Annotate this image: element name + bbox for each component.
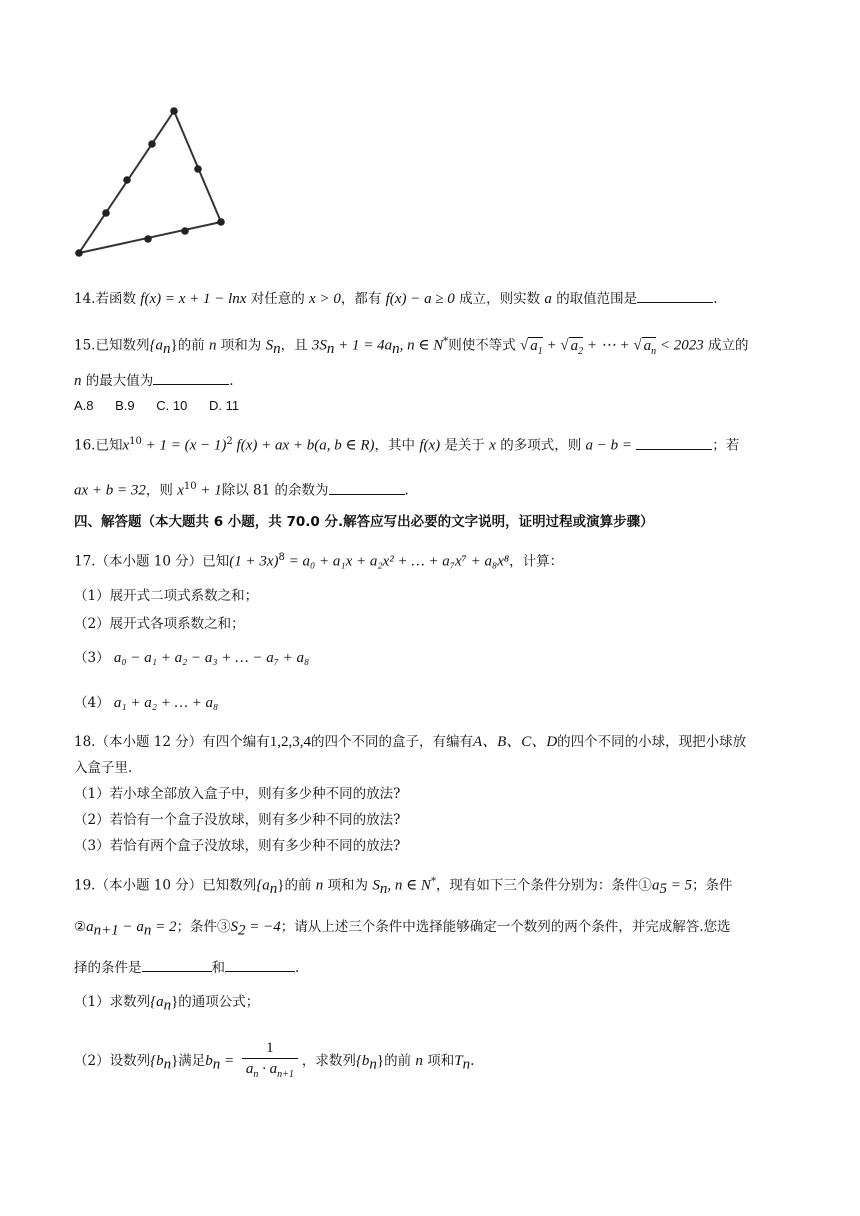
equation: = (220, 1053, 238, 1069)
superscript: * (430, 876, 436, 887)
subscript: 2 (237, 922, 246, 939)
triangle-vertex-top (170, 107, 178, 115)
function: f(x) (419, 437, 441, 454)
question-18-item-1: （1）若小球全部放入盒子中，则有多少种不同的放法? (74, 786, 401, 802)
condition: f(x) − a ≥ 0 (385, 291, 455, 307)
text: （2）设数列 (74, 1053, 151, 1069)
question-15-options (74, 396, 790, 416)
subscript: n (369, 1056, 377, 1073)
text: 对任意的 (250, 291, 305, 307)
superscript: * (443, 336, 449, 347)
text: ；请从上述三个条件中选择能够确定一个数列的两个条件，并完成解答.您选 (280, 919, 731, 935)
variable: S (230, 919, 238, 935)
equation: f(x) + ax + b(a, b ∈ R) (232, 437, 375, 454)
text: . (713, 291, 718, 307)
text: ，现有如下三个条件分别为：条件① (435, 877, 652, 894)
equation: x (122, 437, 130, 454)
item-label: （3） (74, 650, 110, 666)
text: ，求数列 (301, 1053, 356, 1069)
equation: + 1 = (x − 1) (141, 437, 227, 454)
text: ，则 (145, 482, 173, 499)
equation: , n ∈ N (387, 877, 431, 894)
equation: − a (118, 919, 144, 935)
question-14 (74, 288, 790, 309)
question-18-line1 (74, 732, 790, 752)
circled-number: ② (74, 919, 87, 935)
text: 项和为 (220, 337, 262, 354)
question-number: 14. (74, 291, 96, 307)
text: . (470, 1053, 475, 1069)
sequence: {b (150, 1053, 164, 1069)
text: 满足 (178, 1053, 206, 1069)
superscript: 8 (278, 552, 285, 563)
sequence: {a (149, 337, 163, 354)
text: 择的条件是 (74, 960, 142, 976)
function-expression: f(x) = x + 1 − lnx (140, 291, 247, 307)
ball-labels: A、B、C、D (472, 734, 558, 750)
text: 的取值范围是 (556, 291, 638, 307)
option-b[interactable]: B.9 (115, 398, 135, 413)
item-label: （4） (74, 695, 110, 711)
subscript: n (163, 1056, 172, 1073)
triangle-dot (102, 209, 110, 217)
text: 的前 (177, 337, 205, 354)
equation: ax + b = 32 (74, 482, 146, 499)
question-number: 16. (74, 437, 96, 454)
brace: } (277, 877, 285, 894)
variable: x (489, 437, 496, 454)
text: 项和 (427, 1053, 455, 1069)
question-17-item-2: （2）展开式各项系数之和； (74, 616, 245, 632)
expression: a₀ − a₁ + a₂ − a₃ + … − a₇ + a₈ (113, 650, 310, 666)
question-15-line1: 15.已知数列$\{a_n\}$的前 n 项和为 $S_n$，且 $3S_n + 1 = 4a_n$, n ∈ N*则使不等式 √ $a_1$ + √ $a_2$ + ⋯ + √ $a_n < 2023$ 成立的 (74, 336, 749, 358)
text: ，都有 (340, 291, 382, 307)
text: ；条件 (692, 877, 733, 894)
text: ，且 (280, 337, 308, 354)
text: 的前 (384, 1053, 412, 1069)
question-17-item-3 (74, 648, 790, 668)
triangle-dot (181, 227, 189, 235)
text: . (295, 960, 300, 976)
triangle-dot (123, 176, 131, 184)
text: （1）求数列 (74, 994, 151, 1010)
superscript: 10 (129, 436, 142, 447)
answer-blank-1[interactable] (142, 957, 212, 972)
question-16-line2 (74, 477, 790, 501)
option-a[interactable]: A.8 (74, 398, 94, 413)
inequality-bound: < 2023 (656, 337, 704, 354)
variable: S (372, 877, 380, 894)
brace: } (171, 994, 179, 1010)
text: 和 (211, 960, 225, 976)
condition: x > 0 (309, 291, 341, 307)
question-17-stem (74, 548, 790, 572)
text: 已知数列 (95, 337, 150, 354)
triangle-vertex-right (217, 218, 225, 226)
text: 18.（本小题 12 分）有四个编有 (74, 734, 270, 750)
equation: (1 + 3x) (229, 553, 279, 570)
question-18-item-2: （2）若恰有一个盒子没放球，则有多少种不同的放法? (74, 812, 401, 828)
variable: a (544, 291, 552, 307)
subscript: 5 (659, 881, 667, 898)
text: 成立的 (708, 337, 749, 354)
text: 的多项式，则 (500, 437, 582, 454)
superscript: 10 (183, 481, 197, 492)
text: 17.（本小题 10 分）已知 (74, 553, 230, 570)
text: ；若 (712, 437, 740, 454)
brace: } (171, 1053, 179, 1069)
text: 已知 (95, 437, 123, 454)
variable: x (177, 482, 184, 499)
expression: + 1 (196, 482, 222, 499)
variable: n (315, 877, 324, 894)
box-numbers: 1,2,3,4 (269, 734, 311, 750)
text: ，计算： (509, 553, 564, 570)
subscript: n (162, 341, 171, 358)
expression: a − b = (585, 437, 632, 454)
section-heading: 四、解答题（本大题共 6 小题，共 70.0 分.解答应写出必要的文字说明，证明过程或演算步骤） (74, 514, 654, 530)
question-18-item-3: （3）若恰有两个盒子没放球，则有多少种不同的放法? (74, 838, 401, 854)
text: 的四个不同的小球，现把小球放 (557, 734, 747, 750)
variable: n (74, 373, 82, 389)
fraction-denominator: $a_n \cdot a_{n+1}$ (245, 1061, 294, 1080)
equation: 3S (311, 337, 327, 354)
text: 的通项公式； (178, 994, 260, 1010)
subscript: n (212, 1056, 221, 1073)
subscript: n (269, 881, 278, 898)
question-19-item-1 (74, 992, 790, 1016)
question-number: 15. (74, 337, 96, 354)
answer-blank[interactable] (636, 435, 712, 450)
option-d[interactable]: D. 11 (208, 398, 240, 413)
answer-blank-2[interactable] (225, 957, 295, 972)
triangle-dot (194, 165, 202, 173)
text: ；条件③ (176, 919, 231, 935)
sequence: {a (150, 994, 164, 1010)
answer-blank[interactable] (153, 370, 229, 385)
text: ，其中 (374, 437, 416, 454)
text: . (404, 482, 409, 499)
triangle-vertex-left (75, 249, 83, 257)
brace: } (170, 337, 178, 354)
text: 项和为 (327, 877, 369, 894)
question-19-item-2 (74, 1038, 790, 1082)
text: 若函数 (95, 291, 136, 307)
equation: = 5 (666, 877, 693, 894)
question-19-line3 (74, 957, 790, 978)
brace: } (376, 1053, 385, 1069)
fraction-numerator: 1 (242, 1038, 298, 1059)
equation: , n ∈ N (399, 337, 444, 354)
expression: a₁ + a₂ + … + a₈ (113, 695, 219, 711)
equation: + 1 = 4a (334, 337, 393, 354)
fraction (242, 1038, 298, 1085)
sequence: {a (256, 877, 270, 894)
question-18-line2: 入盒子里. (74, 760, 133, 776)
answer-blank[interactable] (329, 480, 405, 495)
triangle-figure (70, 100, 240, 265)
question-15-line2 (74, 370, 790, 391)
question-17-item-4 (74, 693, 790, 713)
triangle-dot (148, 140, 156, 148)
subscript: n (273, 341, 281, 358)
text: 19.（本小题 10 分）已知数列 (74, 877, 257, 894)
text: 成立，则实数 (459, 291, 541, 307)
triangle-dot (144, 235, 152, 243)
variable: a (651, 877, 660, 894)
option-c[interactable]: C. 10 (156, 398, 188, 413)
text: 的四个不同的盒子，有编有 (310, 734, 473, 750)
subscript: n (143, 922, 152, 939)
text: 则使不等式 (448, 337, 516, 354)
superscript: 2 (226, 436, 233, 447)
variable: a (86, 919, 94, 935)
text: . (229, 373, 234, 389)
text: 的最大值为 (85, 373, 154, 389)
variable: T (454, 1053, 463, 1069)
question-19-line1 (74, 872, 790, 899)
sequence: {b (355, 1053, 370, 1069)
question-19-line2 (74, 917, 790, 941)
equation: = −4 (245, 919, 281, 935)
variable: S (265, 337, 274, 354)
subscript: n (163, 997, 172, 1014)
subscript: n (462, 1056, 471, 1073)
question-17-item-1: （1）展开式二项式系数之和； (74, 588, 259, 604)
answer-blank[interactable] (637, 288, 713, 303)
equation: = 2 (151, 919, 177, 935)
variable: n (415, 1053, 423, 1069)
equation: = a₀ + a₁x + a₂x² + … + a₇x⁷ + a₈x⁸ (284, 553, 510, 570)
subscript: n+1 (93, 922, 119, 939)
text: 是关于 (444, 437, 485, 454)
inequality: √ $a_1$ + √ $a_2$ + ⋯ + √ $a_n$ (520, 337, 657, 357)
subscript: n (379, 881, 388, 898)
question-16-line1 (74, 432, 790, 456)
variable: n (208, 337, 217, 354)
variable: b (205, 1053, 213, 1069)
text: 的前 (284, 877, 312, 894)
text: 除以 81 的余数为 (221, 482, 329, 499)
